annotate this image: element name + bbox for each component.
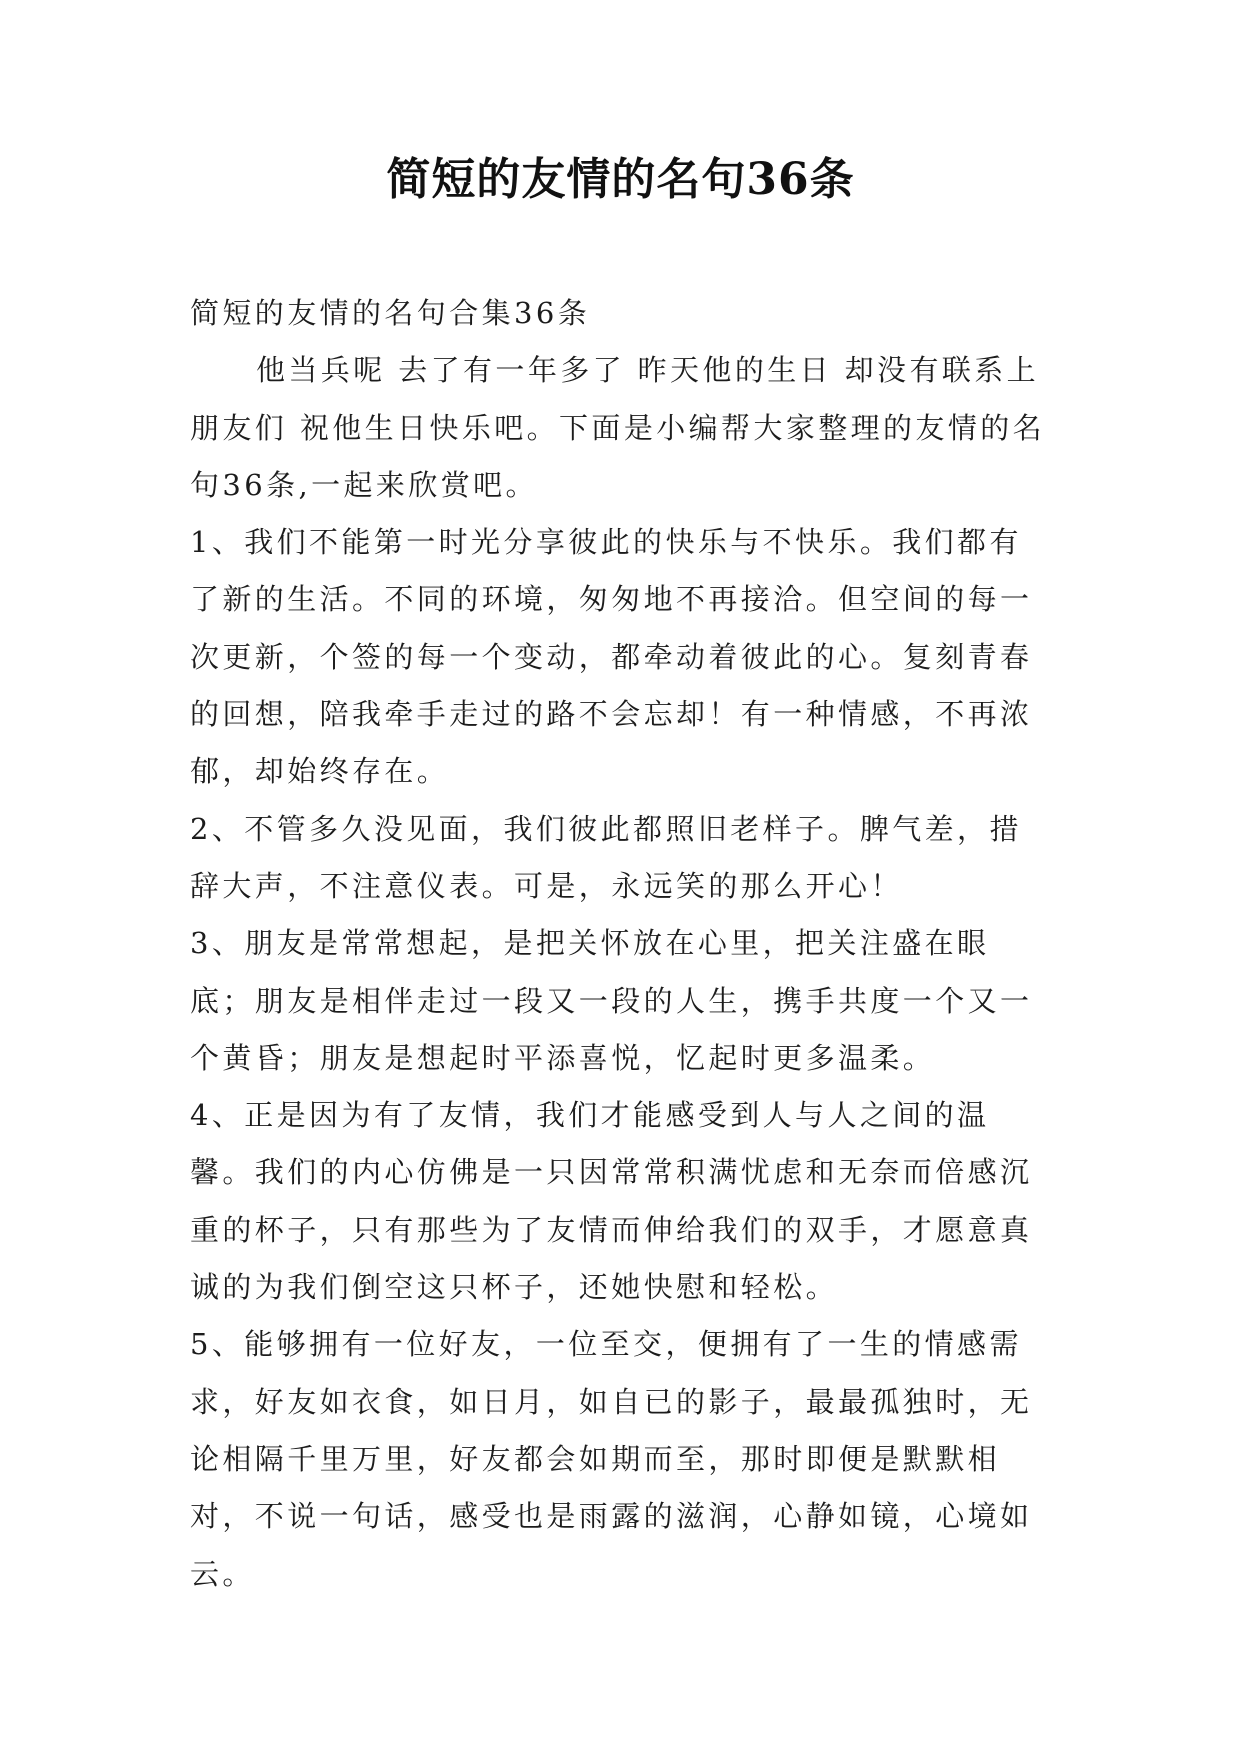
- document-title: 简短的友情的名句36条: [386, 154, 855, 205]
- document-body: [190, 285, 1050, 1603]
- quote-item-5: 5、能够拥有一位好友，一位至交，便拥有了一生的情感需求，好友如衣食，如日月，如自已的影子，最最孤独时，无论相隔千里万里，好友都会如期而至，那时即便是默默相对，不说一句话，感受也是雨露的滋润，心静如镜，心境如云。: [190, 1327, 1033, 1591]
- quote-item-2: 2、不管多久没见面，我们彼此都照旧老样子。脾气差，措辞大声，不注意仪表。可是，永远笑的那么开心！: [190, 811, 1022, 903]
- quote-item-4: 4、正是因为有了友情，我们才能感受到人与人之间的温馨。我们的内心仿佛是一只因常常积满忧虑和无奈而倍感沉重的杯子，只有那些为了友情而伸给我们的双手，才愿意真诚的为我们倒空这只杯子，还她快慰和轻松。: [190, 1098, 1033, 1305]
- quote-item-3: 3、朋友是常常想起，是把关怀放在心里，把关注盛在眼底；朋友是相伴走过一段又一段的人生，携手共度一个又一个黄昏；朋友是想起时平添喜悦，忆起时更多温柔。: [190, 926, 1033, 1075]
- quote-item-1: 1、我们不能第一时光分享彼此的快乐与不快乐。我们都有了新的生活。不同的环境，匆匆地不再接洽。但空间的每一次更新，个签的每一个变动，都牵动着彼此的心。复刻青春的回想，陪我牵手走过的路不会忘却！有一种情感，不再浓郁，却始终存在。: [190, 525, 1033, 789]
- document-subtitle: 简短的友情的名句合集36条: [190, 296, 591, 330]
- intro-paragraph: 他当兵呢 去了有一年多了 昨天他的生日 却没有联系上 朋友们 祝他生日快乐吧。下面是小编帮大家整理的友情的名句36条,一起来欣赏吧。: [190, 353, 1046, 502]
